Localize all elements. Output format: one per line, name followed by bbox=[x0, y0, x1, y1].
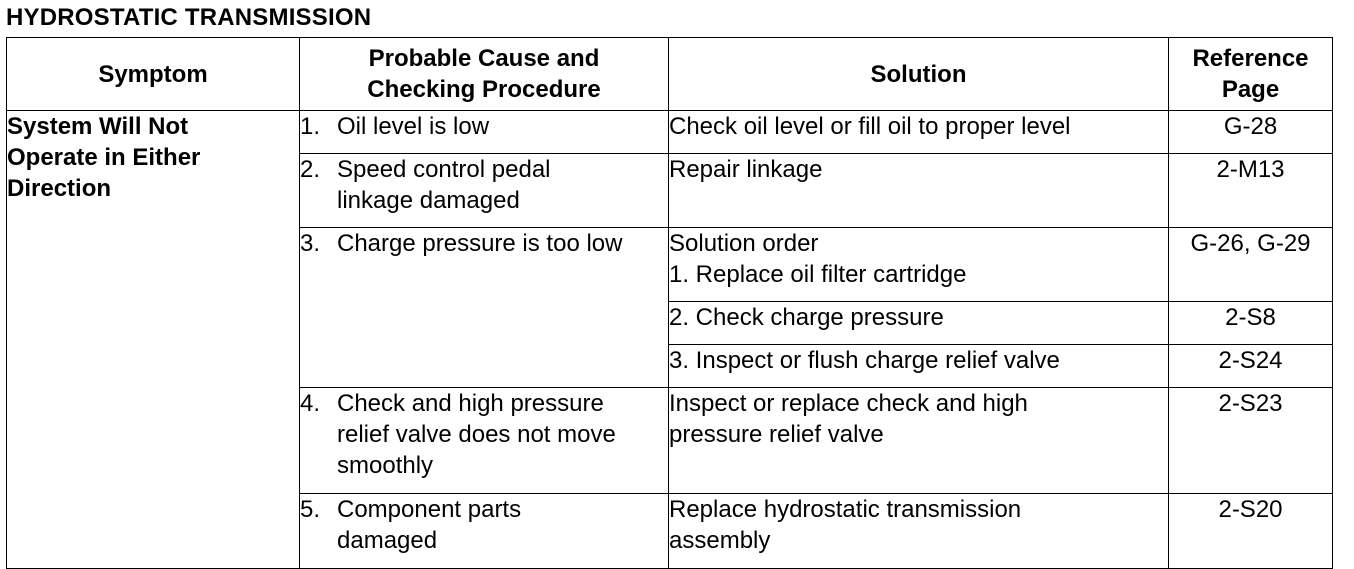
header-ref-line2: Page bbox=[1221, 76, 1280, 103]
header-solution-label: Solution bbox=[870, 60, 967, 88]
header-symptom bbox=[7, 38, 300, 111]
solution-cell: Check oil level or fill oil to proper level bbox=[669, 111, 1169, 154]
cause-text: Check and high pressure relief valve does not move smoothly bbox=[337, 390, 616, 479]
cause-cell bbox=[300, 154, 669, 228]
solution-cell: 2. Check charge pressure bbox=[669, 302, 1169, 345]
section-title: HYDROSTATIC TRANSMISSION bbox=[6, 4, 372, 31]
reference-cell: 2-S23 bbox=[1169, 388, 1333, 494]
solution-cell: 3. Inspect or flush charge relief valve bbox=[669, 345, 1169, 388]
cause-text: Component parts damaged bbox=[337, 496, 522, 554]
reference-cell: G-28 bbox=[1169, 111, 1333, 154]
header-cause bbox=[300, 38, 669, 111]
header-cause-line2: Checking Procedure bbox=[367, 76, 601, 103]
reference-cell: 2-S24 bbox=[1169, 345, 1333, 388]
troubleshooting-table bbox=[6, 37, 1333, 569]
reference-cell: G-26, G-29 bbox=[1169, 228, 1333, 302]
reference-cell: 2-S20 bbox=[1169, 494, 1333, 569]
header-cause-line1: Probable Cause and bbox=[368, 45, 600, 72]
header-ref-line1: Reference bbox=[1192, 45, 1309, 72]
symptom-cell: System Will Not Operate in Either Direction bbox=[7, 111, 300, 569]
reference-cell: 2-M13 bbox=[1169, 154, 1333, 228]
cause-number: 1. bbox=[300, 113, 321, 140]
header-reference bbox=[1169, 38, 1333, 111]
header-solution bbox=[669, 38, 1169, 111]
table-row bbox=[7, 111, 1333, 154]
reference-cell: 2-S8 bbox=[1169, 302, 1333, 345]
cause-text: Speed control pedal linkage damaged bbox=[337, 156, 551, 214]
cause-cell bbox=[300, 388, 669, 494]
header-row bbox=[7, 38, 1333, 111]
cause-cell bbox=[300, 494, 669, 569]
solution-cell: Repair linkage bbox=[669, 154, 1169, 228]
cause-cell bbox=[300, 111, 669, 154]
solution-cell: Replace hydrostatic transmission assembly bbox=[669, 494, 1169, 569]
cause-number: 2. bbox=[300, 156, 321, 183]
cause-number: 3. bbox=[300, 230, 321, 257]
header-symptom-label: Symptom bbox=[98, 60, 208, 88]
cause-cell bbox=[300, 228, 669, 388]
cause-number: 5. bbox=[300, 496, 321, 523]
cause-text: Oil level is low bbox=[337, 113, 490, 140]
cause-text: Charge pressure is too low bbox=[337, 230, 623, 257]
solution-cell: Solution order 1. Replace oil filter cartridge bbox=[669, 228, 1169, 302]
cause-number: 4. bbox=[300, 390, 321, 417]
solution-cell: Inspect or replace check and high pressure relief valve bbox=[669, 388, 1169, 494]
